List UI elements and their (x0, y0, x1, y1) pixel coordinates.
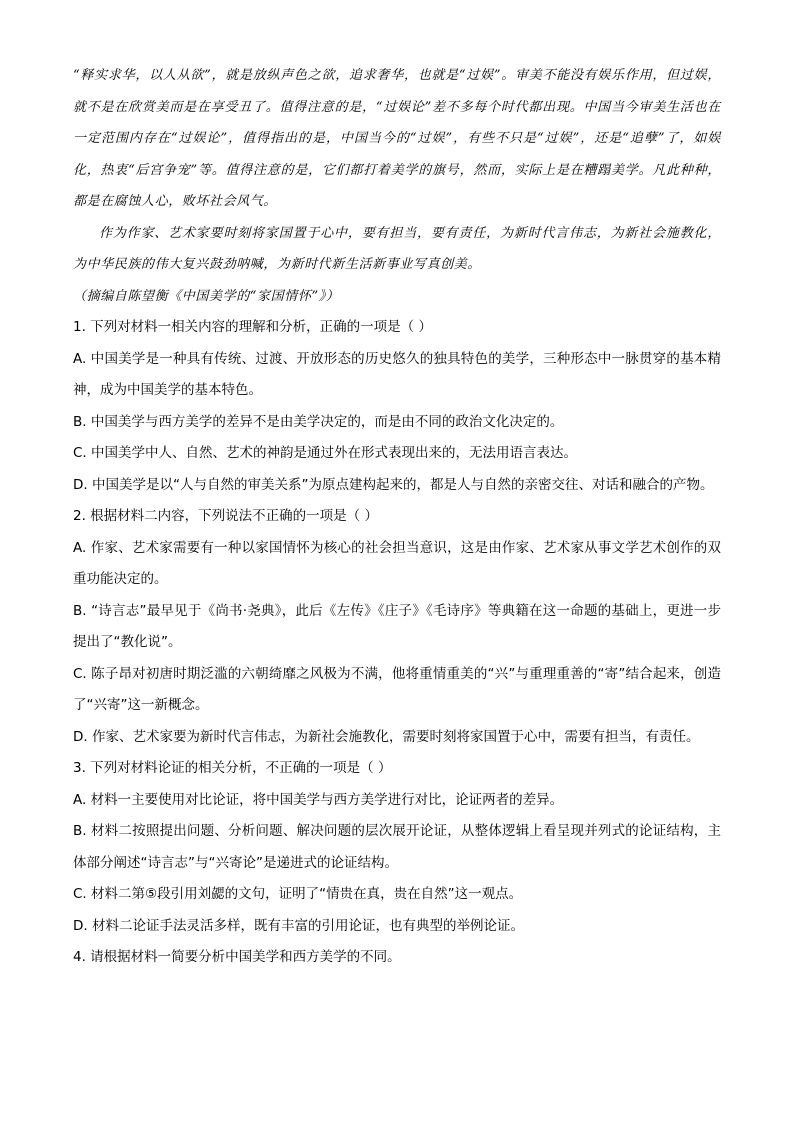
passage-paragraph: 作为作家、艺术家要时刻将家国置于心中，要有担当，要有责任，为新时代言伟志，为新社会施教化，为中华民族的伟大复兴鼓劲呐喊，为新时代新生活新事业写真创美。 (73, 225, 721, 272)
option-c[interactable]: C. 材料二第⑤段引用刘勰的文句，证明了“情贵在真，贵在自然”这一观点。 (73, 886, 523, 902)
question-3 (73, 753, 721, 942)
option-c[interactable]: C. 中国美学中人、自然、艺术的神韵是通过外在形式表现出来的，无法用语言表达。 (73, 445, 578, 461)
option-d[interactable]: D. 中国美学是以“人与自然的审美关系”为原点建构起来的，都是人与自然的亲密交往、对话和融合的产物。 (73, 476, 714, 493)
option-a[interactable]: A. 材料一主要使用对比论证，将中国美学与西方美学进行对比，论证两者的差异。 (73, 791, 564, 808)
option-c[interactable]: C. 陈子昂对初唐时期泛滥的六朝绮靡之风极为不满，他将重情重美的“兴”与重理重善的“寄”结合起来，创造了“兴寄”这一新概念。 (73, 665, 721, 713)
question-2 (73, 501, 721, 753)
question-1 (73, 312, 721, 501)
question-stem: 4. 请根据材料一简要分析中国美学和西方美学的不同。 (73, 949, 401, 965)
option-a[interactable]: A. 中国美学是一种具有传统、过渡、开放形态的历史悠久的独具特色的美学，三种形态中一脉贯穿的基本精神，成为中国美学的基本特色。 (73, 350, 721, 398)
question-stem: 2. 根据材料二内容，下列说法不正确的一项是（ ） (73, 508, 378, 524)
option-b[interactable]: B. 材料二按照提出问题、分析问题、解决问题的层次展开论证，从整体逻辑上看呈现并列式的论证结构，主体部分阐述“诗言志”与“兴寄论”是递进式的论证结构。 (73, 823, 721, 871)
passage-paragraph: “释实求华，以人从欲”，就是放纵声色之欲，追求奢华，也就是“过娱”。审美不能没有娱乐作用，但过娱，就不是在欣赏美而是在享受丑了。值得注意的是，“过娱论”差不多每个时代都出现。中国当今审美生活也在一定范围内存在“过娱论”，值得指出的是，中国当今的“过娱”，有些不只是“过娱”，还是“追孽”了，如娱化，热衷“后宫争宠”等。值得注意的是，它们都打着美学的旗号，然而，实际上是在糟蹋美学。凡此种种，都是在腐蚀人心，败坏社会风气。 (73, 68, 721, 209)
option-a[interactable]: A. 作家、艺术家需要有一种以家国情怀为核心的社会担当意识，这是由作家、艺术家从事文学艺术创作的双重功能决定的。 (73, 539, 721, 587)
reading-passage (73, 60, 721, 312)
question-4 (73, 942, 721, 974)
question-stem: 1. 下列对材料一相关内容的理解和分析，正确的一项是（ ） (73, 319, 432, 335)
question-stem: 3. 下列对材料论证的相关分析，不正确的一项是（ ） (73, 760, 392, 776)
document-page (73, 60, 721, 974)
passage-source: （摘编自陈望衡《中国美学的“家国情怀”》） (73, 288, 340, 304)
option-d[interactable]: D. 作家、艺术家要为新时代言伟志，为新社会施教化，需要时刻将家国置于心中，需要有担当，有责任。 (73, 728, 700, 745)
option-b[interactable]: B. 中国美学与西方美学的差异不是由美学决定的，而是由不同的政治文化决定的。 (73, 413, 564, 430)
option-b[interactable]: B. “诗言志”最早见于《尚书·尧典》，此后《左传》《庄子》《毛诗序》等典籍在这一命题的基础上，更进一步提出了“教化说”。 (73, 602, 721, 650)
option-d[interactable]: D. 材料二论证手法灵活多样，既有丰富的引用论证，也有典型的举例论证。 (73, 917, 524, 934)
